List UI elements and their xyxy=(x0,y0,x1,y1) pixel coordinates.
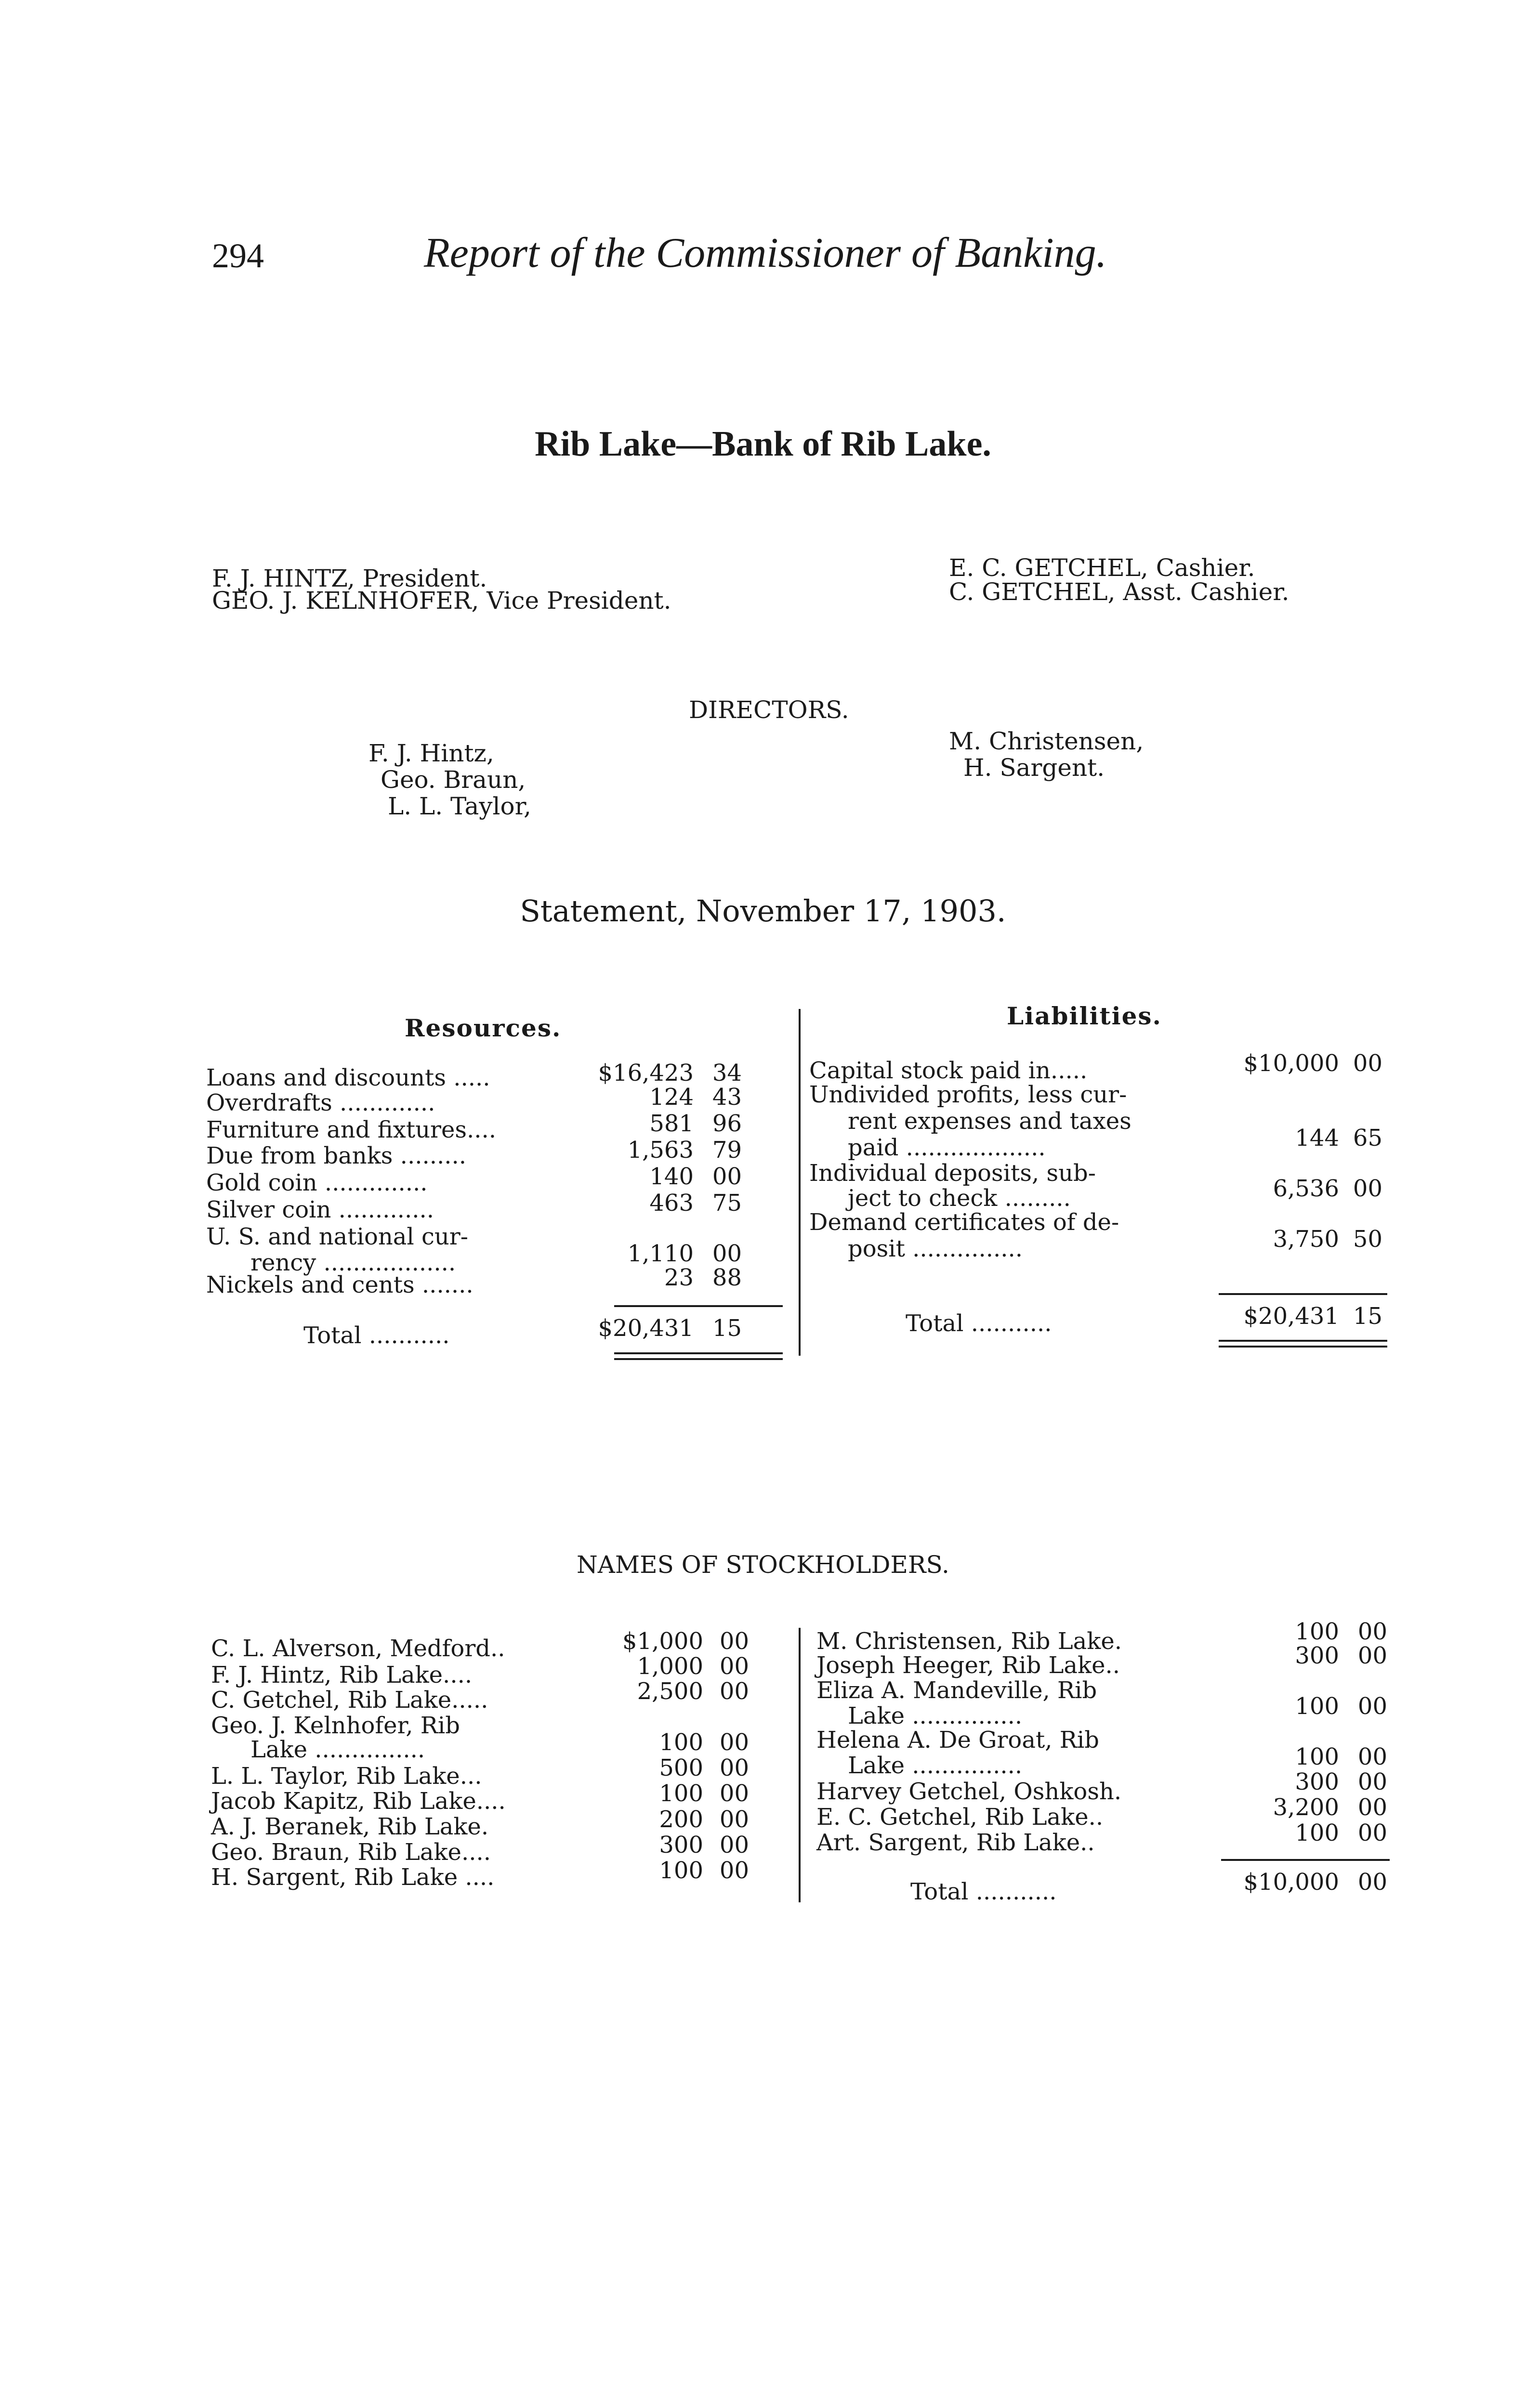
resources-double-rule xyxy=(614,1358,783,1360)
stockholder-label: Geo. J. Kelnhofer, Rib xyxy=(211,1712,460,1739)
resource-row-label: Nickels and cents ....... xyxy=(206,1271,474,1298)
liability-row-cents: 00 xyxy=(1353,1050,1382,1077)
stockholder-label: H. Sargent, Rib Lake .... xyxy=(211,1864,495,1891)
page-number: 294 xyxy=(212,236,264,275)
stockholder-cents: 00 xyxy=(719,1653,749,1680)
stockholder-label: Lake ............... xyxy=(848,1702,1023,1729)
resource-row-label: rency .................. xyxy=(250,1249,456,1276)
resource-row-label: Overdrafts ............. xyxy=(206,1089,435,1116)
stockholder-dollars: 2,500 xyxy=(637,1678,703,1705)
liability-row-dollars: 3,750 xyxy=(1273,1226,1339,1253)
stockholder-label: Eliza A. Mandeville, Rib xyxy=(816,1677,1097,1704)
stockholder-label: E. C. Getchel, Rib Lake.. xyxy=(816,1804,1104,1831)
stockholder-dollars: 1,000 xyxy=(637,1653,703,1680)
director-item: F. J. Hintz, xyxy=(368,739,494,767)
resource-row-dollars: 581 xyxy=(649,1110,694,1137)
stockholders-total-label: Total ........... xyxy=(910,1878,1057,1905)
stockholder-dollars: 100 xyxy=(659,1780,703,1807)
stockholder-dollars: $1,000 xyxy=(622,1628,703,1655)
directors-heading: DIRECTORS. xyxy=(689,696,849,724)
stockholder-dollars: 300 xyxy=(1295,1642,1339,1669)
resource-row-cents: 00 xyxy=(712,1240,742,1267)
stockholder-cents: 00 xyxy=(1357,1642,1387,1669)
resource-row-cents: 96 xyxy=(712,1110,742,1137)
resource-row-label: Due from banks ......... xyxy=(206,1142,466,1169)
resource-row-dollars: 1,563 xyxy=(627,1137,694,1164)
stockholder-dollars: 500 xyxy=(659,1754,703,1781)
resource-row-dollars: 463 xyxy=(649,1190,694,1217)
resources-heading: Resources. xyxy=(405,1014,562,1042)
stockholder-cents: 00 xyxy=(719,1628,749,1655)
stockholder-dollars: 200 xyxy=(659,1806,703,1833)
stockholder-dollars: 100 xyxy=(1295,1618,1339,1645)
stockholder-label: C. L. Alverson, Medford.. xyxy=(211,1635,505,1662)
stockholder-dollars: 100 xyxy=(659,1729,703,1756)
liability-row-label: posit ............... xyxy=(848,1235,1023,1262)
stockholder-label: Helena A. De Groat, Rib xyxy=(816,1727,1099,1754)
resource-row-label: Gold coin .............. xyxy=(206,1169,428,1196)
stockholder-label: F. J. Hintz, Rib Lake.... xyxy=(211,1662,473,1688)
stockholder-cents: 00 xyxy=(1357,1743,1387,1770)
stockholder-label: L. L. Taylor, Rib Lake... xyxy=(211,1763,482,1790)
liability-row-label: ject to check ......... xyxy=(848,1185,1071,1212)
resources-double-rule xyxy=(614,1352,783,1354)
resources-total-dollars: $20,431 xyxy=(598,1315,694,1342)
statement-title: Statement, November 17, 1903. xyxy=(520,893,1006,929)
liabilities-double-rule xyxy=(1219,1346,1387,1348)
stockholder-cents: 00 xyxy=(1357,1819,1387,1846)
stockholder-label: Harvey Getchel, Oshkosh. xyxy=(816,1778,1122,1805)
liability-row-label: paid ................... xyxy=(848,1134,1046,1161)
stockholder-dollars: 300 xyxy=(1295,1768,1339,1795)
resource-row-dollars: 23 xyxy=(664,1264,694,1291)
liabilities-total-rule xyxy=(1219,1293,1387,1295)
resource-row-dollars: 1,110 xyxy=(627,1240,694,1267)
liability-row-dollars: $10,000 xyxy=(1243,1050,1339,1077)
stockholder-cents: 00 xyxy=(719,1780,749,1807)
bank-title: Rib Lake—Bank of Rib Lake. xyxy=(535,424,991,464)
officer-vice-president: GEO. J. KELNHOFER, Vice President. xyxy=(212,587,671,615)
stockholder-label: Joseph Heeger, Rib Lake.. xyxy=(816,1652,1120,1679)
resource-row-cents: 34 xyxy=(712,1060,742,1086)
stockholder-cents: 00 xyxy=(719,1678,749,1705)
stockholder-dollars: 100 xyxy=(659,1857,703,1884)
liability-row-cents: 65 xyxy=(1353,1125,1382,1152)
liability-row-label: Capital stock paid in..... xyxy=(809,1057,1088,1084)
stockholder-label: Lake ............... xyxy=(250,1736,425,1763)
stockholder-label: Art. Sargent, Rib Lake.. xyxy=(816,1829,1095,1856)
resource-row-dollars: $16,423 xyxy=(598,1060,694,1086)
resource-row-label: Loans and discounts ..... xyxy=(206,1064,490,1091)
stockholder-dollars: 3,200 xyxy=(1273,1794,1339,1821)
officer-president: F. J. HINTZ, President. xyxy=(212,564,487,592)
stockholder-label: M. Christensen, Rib Lake. xyxy=(816,1628,1122,1655)
liability-row-label: Individual deposits, sub- xyxy=(809,1160,1096,1187)
director-item: H. Sargent. xyxy=(963,754,1105,782)
stockholder-cents: 00 xyxy=(719,1729,749,1756)
stockholders-total-cents: 00 xyxy=(1357,1869,1387,1896)
resource-row-cents: 75 xyxy=(712,1190,742,1217)
stockholder-label: Geo. Braun, Rib Lake.... xyxy=(211,1839,491,1866)
stockholders-total-dollars: $10,000 xyxy=(1243,1869,1339,1896)
liability-row-dollars: 6,536 xyxy=(1273,1175,1339,1202)
resource-row-dollars: 140 xyxy=(649,1163,694,1190)
liability-row-label: Undivided profits, less cur- xyxy=(809,1081,1127,1108)
statement-divider xyxy=(799,1009,801,1356)
stockholder-label: Jacob Kapitz, Rib Lake.... xyxy=(211,1788,506,1815)
resource-row-label: Silver coin ............. xyxy=(206,1196,434,1223)
director-item: M. Christensen, xyxy=(949,727,1144,755)
liabilities-double-rule xyxy=(1219,1340,1387,1342)
liabilities-total-dollars: $20,431 xyxy=(1243,1303,1339,1330)
stockholder-dollars: 100 xyxy=(1295,1819,1339,1846)
liability-row-label: rent expenses and taxes xyxy=(848,1108,1131,1135)
liability-row-cents: 50 xyxy=(1353,1226,1382,1253)
resource-row-label: U. S. and national cur- xyxy=(206,1223,468,1250)
stockholders-heading: NAMES OF STOCKHOLDERS. xyxy=(577,1551,949,1579)
resource-row-label: Furniture and fixtures.... xyxy=(206,1116,497,1143)
resources-total-rule xyxy=(614,1305,783,1307)
running-title: Report of the Commissioner of Banking. xyxy=(424,230,1107,276)
liability-row-label: Demand certificates of de- xyxy=(809,1209,1119,1236)
liability-row-dollars: 144 xyxy=(1295,1125,1339,1152)
resources-total-label: Total ........... xyxy=(303,1322,450,1349)
liabilities-total-label: Total ........... xyxy=(906,1310,1052,1337)
stockholders-divider xyxy=(799,1628,801,1902)
resource-row-cents: 79 xyxy=(712,1137,742,1164)
stockholder-cents: 00 xyxy=(719,1806,749,1833)
liabilities-total-cents: 15 xyxy=(1353,1303,1382,1330)
resources-total-cents: 15 xyxy=(712,1315,742,1342)
resource-row-dollars: 124 xyxy=(649,1084,694,1111)
stockholder-cents: 00 xyxy=(1357,1794,1387,1821)
stockholder-dollars: 100 xyxy=(1295,1743,1339,1770)
stockholder-dollars: 100 xyxy=(1295,1693,1339,1720)
director-item: L. L. Taylor, xyxy=(388,792,531,820)
officer-asst-cashier: C. GETCHEL, Asst. Cashier. xyxy=(949,578,1289,606)
stockholder-label: A. J. Beranek, Rib Lake. xyxy=(211,1813,489,1840)
stockholder-cents: 00 xyxy=(1357,1618,1387,1645)
stockholder-label: C. Getchel, Rib Lake..... xyxy=(211,1687,488,1714)
stockholder-dollars: 300 xyxy=(659,1832,703,1858)
stockholders-total-rule xyxy=(1221,1859,1390,1861)
stockholder-cents: 00 xyxy=(719,1754,749,1781)
stockholder-cents: 00 xyxy=(1357,1768,1387,1795)
officer-cashier: E. C. GETCHEL, Cashier. xyxy=(949,554,1255,582)
liabilities-heading: Liabilities. xyxy=(1007,1002,1162,1030)
stockholder-cents: 00 xyxy=(1357,1693,1387,1720)
resource-row-cents: 43 xyxy=(712,1084,742,1111)
stockholder-cents: 00 xyxy=(719,1832,749,1858)
stockholder-cents: 00 xyxy=(719,1857,749,1884)
resource-row-cents: 00 xyxy=(712,1163,742,1190)
liability-row-cents: 00 xyxy=(1353,1175,1382,1202)
resource-row-cents: 88 xyxy=(712,1264,742,1291)
stockholder-label: Lake ............... xyxy=(848,1752,1023,1779)
director-item: Geo. Braun, xyxy=(381,766,526,794)
